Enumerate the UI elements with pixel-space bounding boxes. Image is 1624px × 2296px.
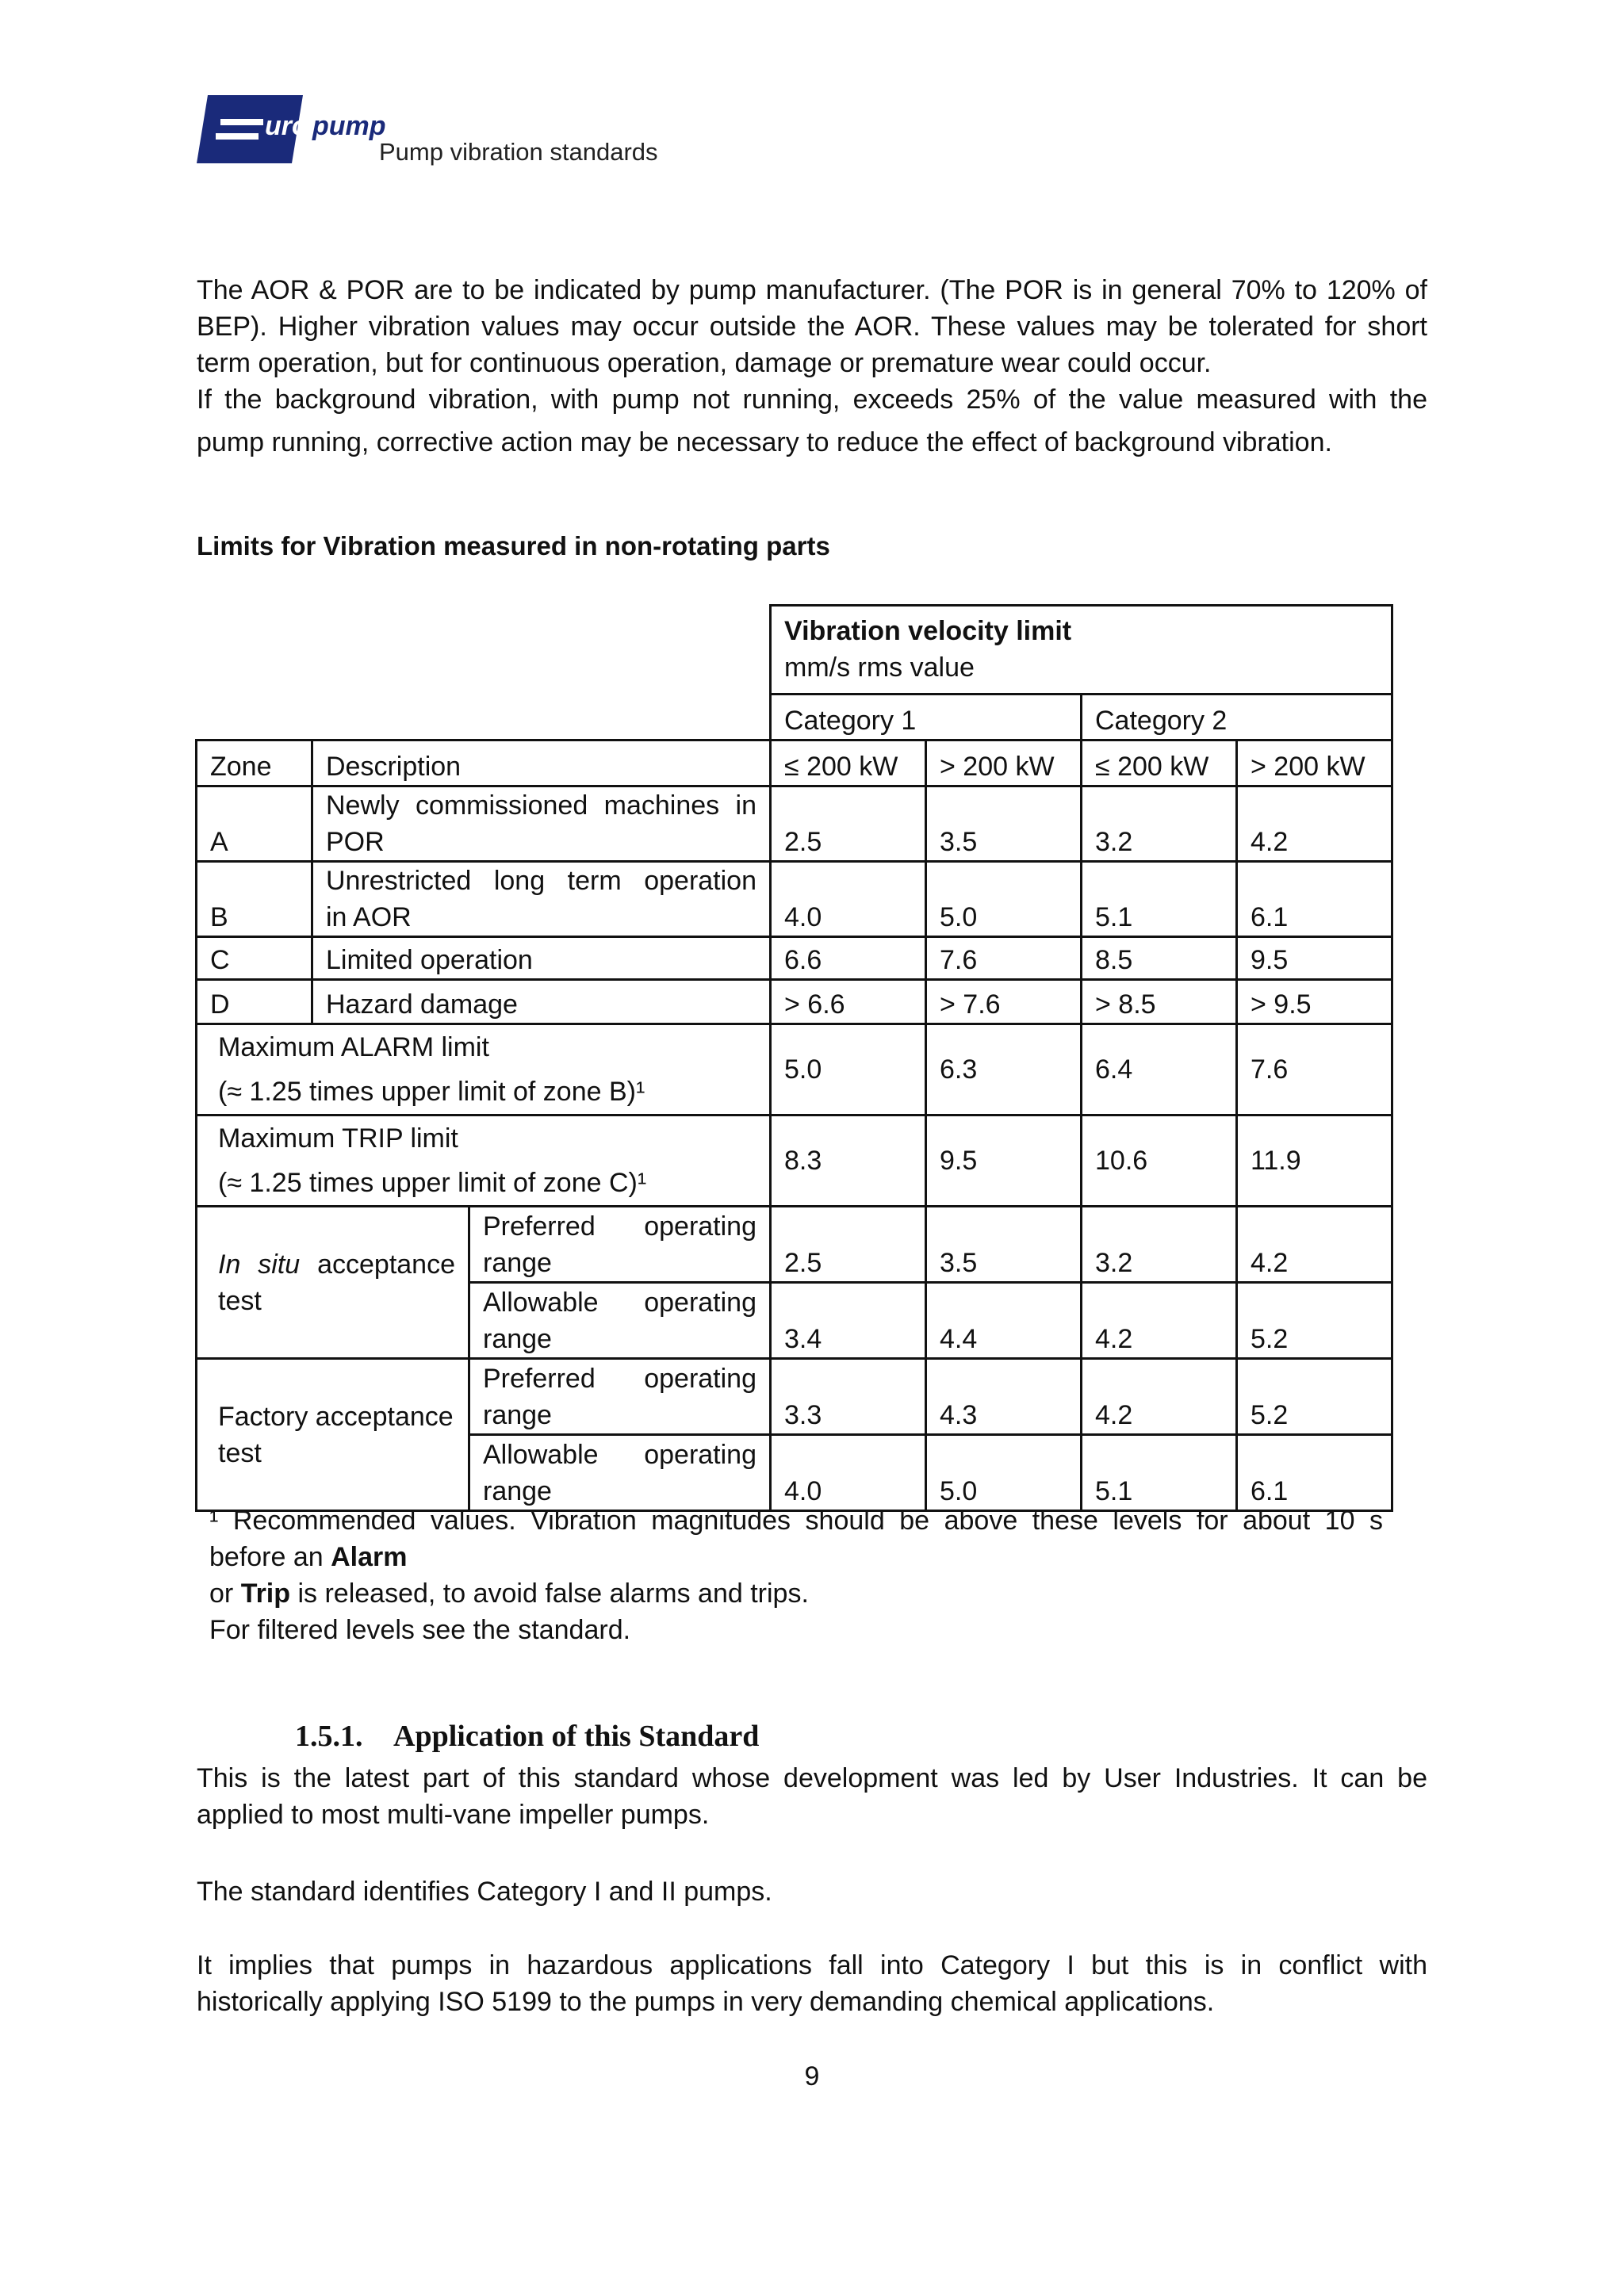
intro-line: term operation, but for continuous operation, damage or premature wear could occur. xyxy=(197,348,1212,378)
intro-line: BEP). Higher vibration values may occur outside the AOR. These values may be tolerated for short xyxy=(197,312,1427,342)
velocity-limit-title: Vibration velocity limit xyxy=(784,616,1072,646)
footnote-line: or Trip is released, to avoid false alarms and trips. xyxy=(209,1578,809,1609)
value-cell: 4.0 xyxy=(771,862,926,937)
value-cell: 7.6 xyxy=(1237,1024,1392,1115)
value-cell: 8.5 xyxy=(1082,937,1237,980)
value-cell: 6.1 xyxy=(1237,1435,1392,1511)
value-cell: 3.2 xyxy=(1082,786,1237,862)
value-cell: > 9.5 xyxy=(1237,980,1392,1024)
section-paragraph: It implies that pumps in hazardous applications fall into Category I but this is in conflict with historically applying ISO 5199 to the pumps in very demanding chemical applications. xyxy=(197,1950,1427,2017)
svg-text:uro: uro xyxy=(265,111,308,141)
footnote-line: For filtered levels see the standard. xyxy=(209,1615,631,1645)
value-cell: 4.4 xyxy=(926,1283,1082,1359)
description-cell: Newly commissioned machines in POR xyxy=(312,786,771,862)
cat2-high-power-header: > 200 kW xyxy=(1237,740,1392,786)
value-cell: 9.5 xyxy=(1237,937,1392,980)
value-cell: 5.0 xyxy=(926,1435,1082,1511)
table-row xyxy=(197,1207,1392,1283)
zone-cell: B xyxy=(197,862,312,937)
cat1-high-power-header: > 200 kW xyxy=(926,740,1082,786)
value-cell: 9.5 xyxy=(926,1115,1082,1207)
value-cell: 11.9 xyxy=(1237,1115,1392,1207)
table-row xyxy=(197,1024,1392,1115)
value-cell: 5.0 xyxy=(926,862,1082,937)
intro-line: If the background vibration, with pump not running, exceeds 25% of the value measured with the xyxy=(197,385,1427,415)
value-cell: 5.0 xyxy=(771,1024,926,1115)
section-number: 1.5.1. xyxy=(295,1720,363,1753)
description-cell: Limited operation xyxy=(312,937,771,980)
value-cell: 5.2 xyxy=(1237,1283,1392,1359)
value-cell: > 6.6 xyxy=(771,980,926,1024)
factory-acceptance-label: Factory acceptance test xyxy=(197,1359,469,1511)
description-cell: Unrestricted long term operation in AOR xyxy=(312,862,771,937)
value-cell: 3.5 xyxy=(926,1207,1082,1283)
value-cell: 4.0 xyxy=(771,1435,926,1511)
zone-column-header: Zone xyxy=(197,740,312,786)
table-row xyxy=(197,862,1392,937)
table-row xyxy=(197,980,1392,1024)
footnote-line: before an Alarm xyxy=(209,1542,408,1572)
category-2-header: Category 2 xyxy=(1082,695,1392,740)
description-cell: Preferred operating range xyxy=(469,1207,771,1283)
zone-cell: D xyxy=(197,980,312,1024)
value-cell: 6.4 xyxy=(1082,1024,1237,1115)
value-cell: 2.5 xyxy=(771,786,926,862)
vibration-limits-table xyxy=(195,604,1393,1512)
value-cell: > 7.6 xyxy=(926,980,1082,1024)
description-column-header: Description xyxy=(312,740,771,786)
cat2-low-power-header: ≤ 200 kW xyxy=(1082,740,1237,786)
cat1-low-power-header: ≤ 200 kW xyxy=(771,740,926,786)
velocity-limit-unit: mm/s rms value xyxy=(784,652,975,683)
section-title: Application of this Standard xyxy=(393,1720,760,1753)
category-1-header: Category 1 xyxy=(771,695,1082,740)
value-cell: 8.3 xyxy=(771,1115,926,1207)
description-cell: Preferred operating range xyxy=(469,1359,771,1435)
value-cell: 4.3 xyxy=(926,1359,1082,1435)
table-footnote xyxy=(209,1502,1383,1648)
velocity-limit-header xyxy=(771,606,1392,695)
header-title: Pump vibration standards xyxy=(379,138,658,166)
table-row xyxy=(197,937,1392,980)
intro-line: The AOR & POR are to be indicated by pump manufacturer. (The POR is in general 70% to 120% of xyxy=(197,275,1427,305)
value-cell: 3.5 xyxy=(926,786,1082,862)
zone-cell: A xyxy=(197,786,312,862)
table-heading: Limits for Vibration measured in non-rotating parts xyxy=(197,531,830,561)
table-row xyxy=(197,786,1392,862)
intro-paragraph xyxy=(197,272,1427,461)
value-cell: 3.4 xyxy=(771,1283,926,1359)
insitu-acceptance-label: In situ acceptance test xyxy=(197,1207,469,1359)
value-cell: 3.2 xyxy=(1082,1207,1237,1283)
section-paragraph: The standard identifies Category I and II pumps. xyxy=(197,1877,772,1907)
value-cell: 5.1 xyxy=(1082,862,1237,937)
alarm-limit-label: Maximum ALARM limit (≈ 1.25 times upper limit of zone B)¹ xyxy=(197,1024,771,1115)
description-cell: Hazard damage xyxy=(312,980,771,1024)
value-cell: 6.3 xyxy=(926,1024,1082,1115)
table-row xyxy=(197,1359,1392,1435)
value-cell: 4.2 xyxy=(1237,786,1392,862)
value-cell: 6.6 xyxy=(771,937,926,980)
value-cell: 10.6 xyxy=(1082,1115,1237,1207)
value-cell: 4.2 xyxy=(1082,1283,1237,1359)
section-paragraph: This is the latest part of this standard whose development was led by User Industries. It can be applied to most multi-vane impeller pumps. xyxy=(197,1763,1427,1830)
description-cell: Allowable operating range xyxy=(469,1283,771,1359)
value-cell: 5.1 xyxy=(1082,1435,1237,1511)
value-cell: 6.1 xyxy=(1237,862,1392,937)
svg-text:pump: pump xyxy=(312,111,386,141)
value-cell: 4.2 xyxy=(1237,1207,1392,1283)
value-cell: 4.2 xyxy=(1082,1359,1237,1435)
trip-limit-label: Maximum TRIP limit (≈ 1.25 times upper limit of zone C)¹ xyxy=(197,1115,771,1207)
table-row xyxy=(197,1115,1392,1207)
value-cell: 3.3 xyxy=(771,1359,926,1435)
value-cell: 2.5 xyxy=(771,1207,926,1283)
zone-cell: C xyxy=(197,937,312,980)
value-cell: > 8.5 xyxy=(1082,980,1237,1024)
value-cell: 7.6 xyxy=(926,937,1082,980)
section-heading xyxy=(295,1719,759,1754)
intro-line: pump running, corrective action may be necessary to reduce the effect of background vibration. xyxy=(197,427,1332,457)
europump-logo xyxy=(197,95,386,163)
footnote-line: ¹ Recommended values. Vibration magnitudes should be above these levels for about 10 s xyxy=(209,1506,1383,1536)
value-cell: 5.2 xyxy=(1237,1359,1392,1435)
description-cell: Allowable operating range xyxy=(469,1435,771,1511)
page-number: 9 xyxy=(804,2061,820,2091)
